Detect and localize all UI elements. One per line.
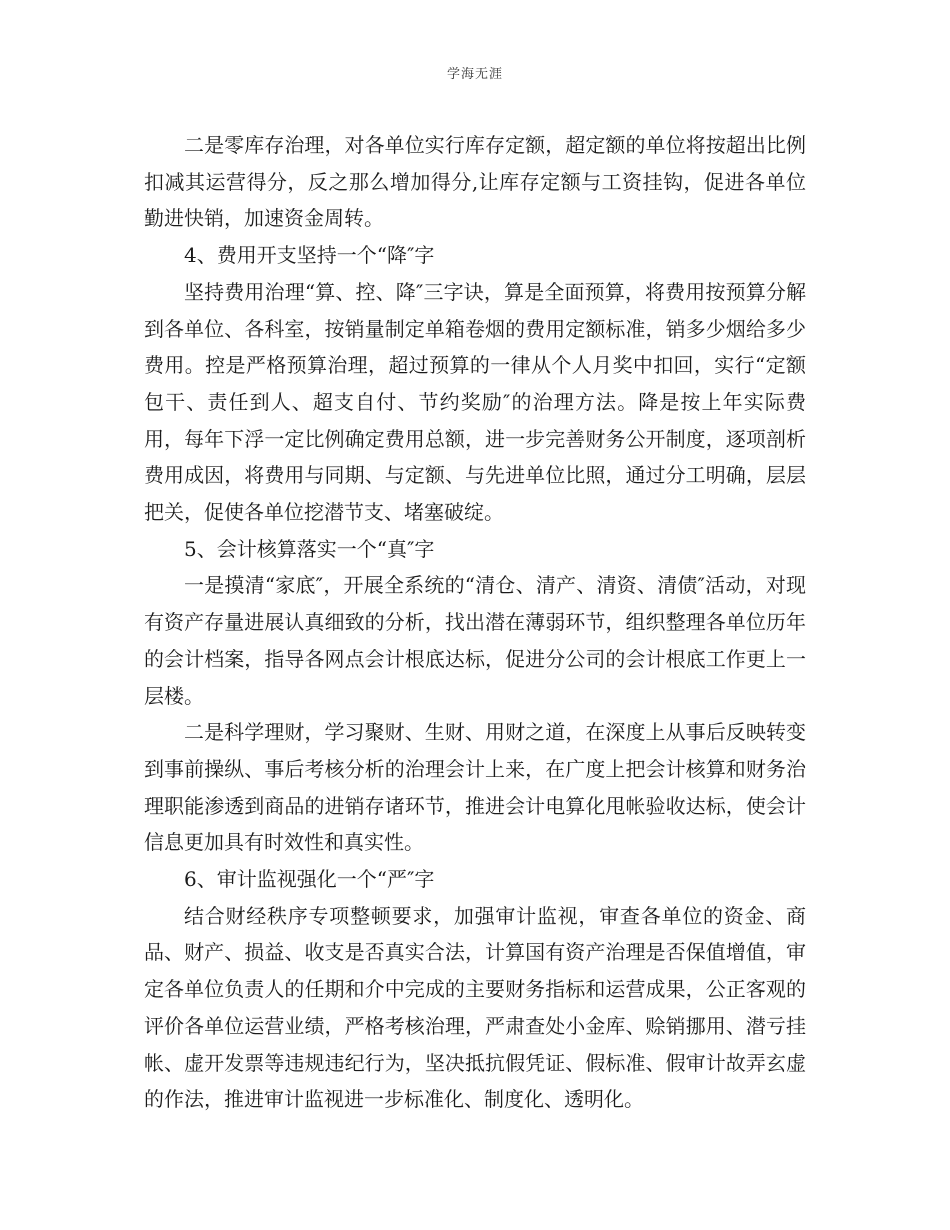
section-heading-accounting: 5、会计核算落实一个“真″字 xyxy=(184,536,435,561)
paragraph-accounting-2: 二是科学理财，学习聚财、生财、用财之道，在深度上从事后反映转变到事前操纵、事后考核分析的治理会计上来，在广度上把会计核算和财务治理职能渗透到商品的进销存诸环节，推进会计电算化甩帐验收达标，使会计信息更加具有时效性和真实性。 xyxy=(144,720,806,855)
paragraph-audit: 结合财经秩序专项整顿要求，加强审计监视，审查各单位的资金、商品、财产、损益、收支是否真实合法，计算国有资产治理是否保值增值，审定各单位负责人的任期和介中完成的主要财务指标和运营成果，公正客观的评价各单位运营业绩，严格考核治理，严肃查处小金库、赊销挪用、潜亏挂帐、虚开发票等违规违纪行为，坚决抵抗假凭证、假标准、假审计故弄玄虚的作法，推进审计监视进一步标准化、制度化、透明化。 xyxy=(144,903,806,1112)
section-heading-expenses: 4、费用开支坚持一个“降″字 xyxy=(184,243,435,268)
paragraph-inventory: 二是零库存治理，对各单位实行库存定额，超定额的单位将按超出比例扣减其运营得分，反之那么增加得分,让库存定额与工资挂钩，促进各单位勤进快销，加速资金周转。 xyxy=(144,133,806,231)
document-body xyxy=(144,127,806,1118)
page-header: 学海无涯 xyxy=(446,67,503,82)
paragraph-accounting-1: 一是摸清“家底″，开展全系统的“清仓、清产、清资、清债″活动，对现有资产存量进展认真细致的分析，找出潜在薄弱环节，组织整理各单位历年的会计档案，指导各网点会计根底达标，促进分公司的会计根底工作更上一层楼。 xyxy=(144,573,806,708)
section-heading-audit: 6、审计监视强化一个“严″字 xyxy=(184,867,435,892)
paragraph-expenses: 坚持费用治理“算、控、降″三字诀，算是全面预算，将费用按预算分解到各单位、各科室，按销量制定单箱卷烟的费用定额标准，销多少烟给多少费用。控是严格预算治理，超过预算的一律从个人月奖中扣回，实行“定额包干、责任到人、超支自付、节约奖励″的治理方法。降是按上年实际费用，每年下浮一定比例确定费用总额，进一步完善财务公开制度，逐项剖析费用成因，将费用与同期、与定额、与先进单位比照，通过分工明确，层层把关，促使各单位挖潜节支、堵塞破绽。 xyxy=(144,279,806,525)
